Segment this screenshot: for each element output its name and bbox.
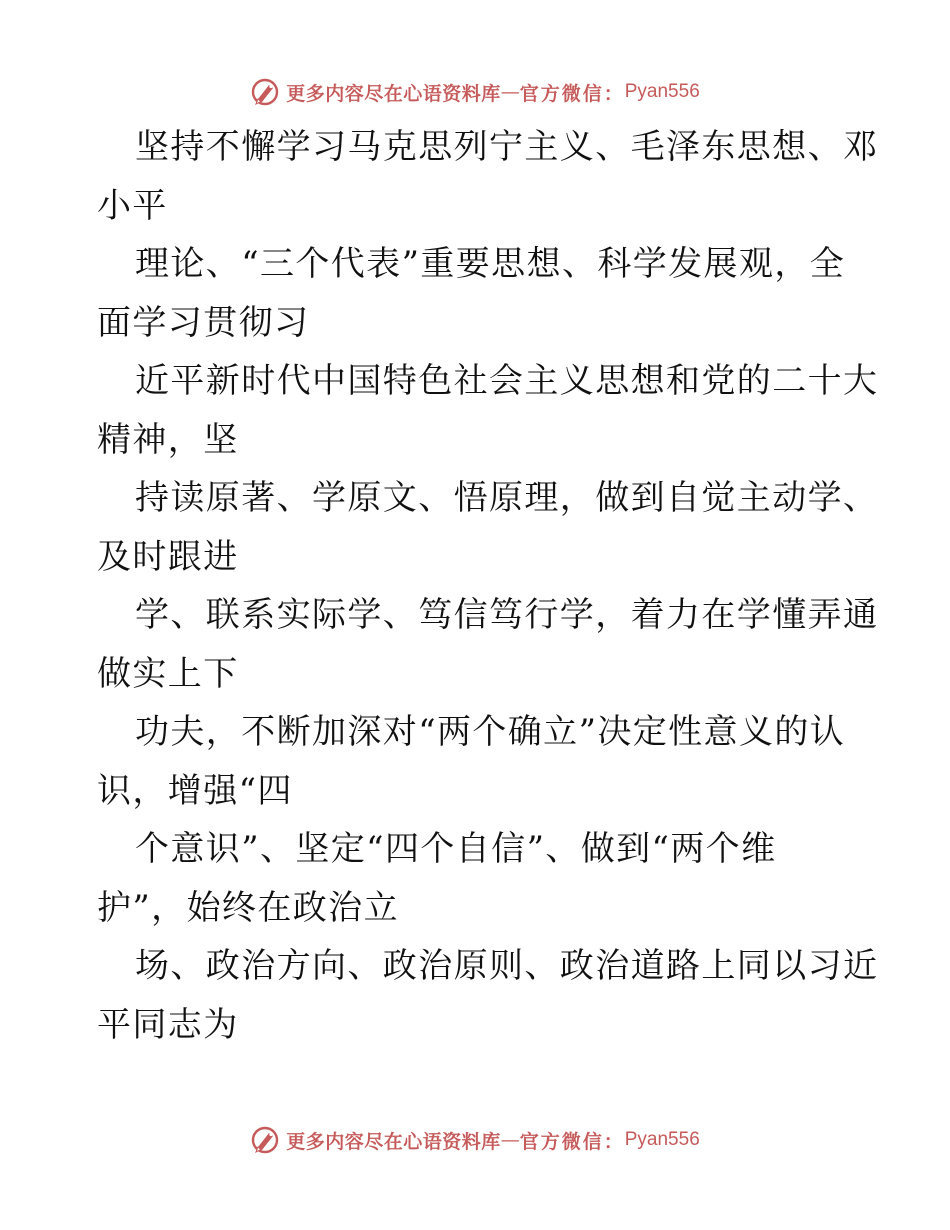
footer-wechat-label: 官方微信：	[519, 1130, 625, 1153]
text-line-10: 做实上下	[97, 653, 239, 694]
header-wechat-id: Pyan556	[624, 81, 700, 102]
pen-logo-icon	[250, 77, 280, 107]
document-body	[97, 118, 879, 1054]
header-wechat-label: 官方微信：	[519, 82, 625, 105]
footer-site-text: 更多内容尽在心语资料库	[286, 1130, 501, 1153]
text-line-1: 坚持不懈学习马克思列宁主义、毛泽东思想、邓	[135, 127, 879, 167]
text-line-16: 平同志为	[97, 1004, 239, 1045]
text-line-3: 理论、“三个代表”重要思想、科学发展观，全	[135, 244, 846, 284]
header-banner[interactable]	[0, 72, 950, 112]
text-line-8: 及时跟进	[97, 536, 239, 577]
header-site-text: 更多内容尽在心语资料库	[286, 82, 501, 105]
text-line-15: 场、政治方向、政治原则、政治道路上同以习近	[135, 946, 879, 986]
footer-separator: —	[500, 1129, 520, 1151]
footer-wechat-id: Pyan556	[624, 1129, 700, 1150]
text-line-5: 近平新时代中国特色社会主义思想和党的二十大	[135, 361, 879, 401]
footer-banner[interactable]	[0, 1120, 950, 1160]
pen-logo-icon	[250, 1125, 280, 1155]
text-line-13: 个意识”、坚定“四个自信”、做到“两个维	[135, 829, 777, 869]
text-line-7: 持读原著、学原文、悟原理，做到自觉主动学、	[135, 478, 879, 518]
text-line-9: 学、联系实际学、笃信笃行学，着力在学懂弄通	[135, 595, 879, 635]
text-line-6: 精神，坚	[97, 419, 239, 460]
text-line-11: 功夫，不断加深对“两个确立”决定性意义的认	[135, 712, 846, 752]
text-line-2: 小平	[97, 185, 168, 226]
text-line-4: 面学习贯彻习	[97, 302, 310, 343]
header-separator: —	[500, 81, 520, 103]
text-line-14: 护”，始终在政治立	[97, 887, 399, 928]
text-line-12: 识，增强“四	[97, 770, 293, 811]
